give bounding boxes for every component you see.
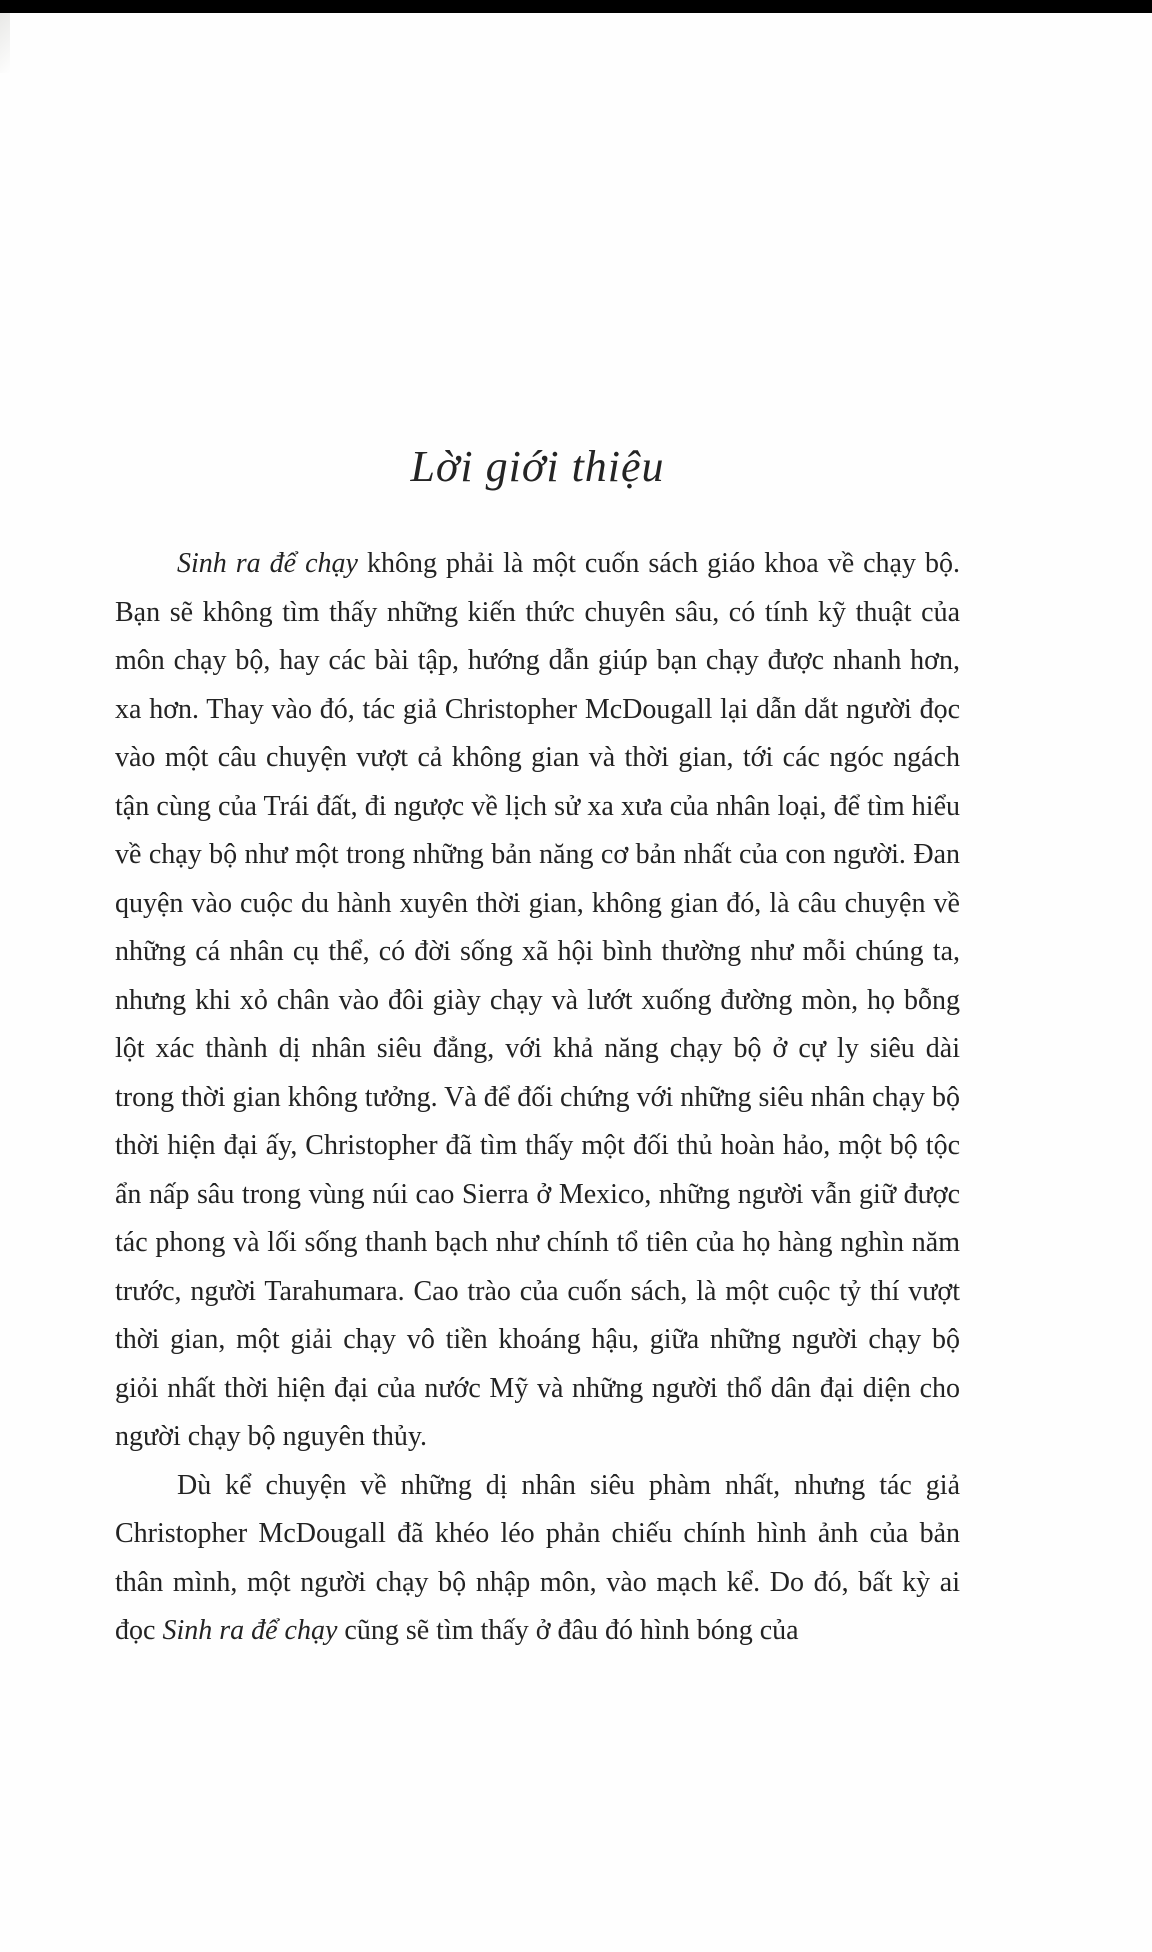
scan-artifact-top-bar (0, 0, 1152, 13)
body-text (115, 540, 960, 1656)
text-run: cũng sẽ tìm thấy ở đâu đó hình bóng của (337, 1615, 799, 1646)
scan-artifact-edge (0, 13, 10, 73)
italic-text-run: Sinh ra để chạy (162, 1615, 338, 1646)
page-title: Lời giới thiệu (410, 442, 665, 492)
text-run: không phải là một cuốn sách giáo khoa về chạy bộ. Bạn sẽ không tìm thấy những kiến thức chuyên sâu, có tính kỹ thuật của môn chạy bộ, hay các bài tập, hướng dẫn giúp bạn chạy được nhanh hơn, xa hơn. Thay vào đó, tác giả Christopher McDougall lại dẫn dắt người đọc vào một câu chuyện vượt cả không gian và thời gian, tới các ngóc ngách tận cùng của Trái đất, đi ngược về lịch sử xa xưa của nhân loại, để tìm hiểu về chạy bộ như một trong những bản năng cơ bản nhất của con người. Đan quyện vào cuộc du hành xuyên thời gian, không gian đó, là câu chuyện về những cá nhân cụ thể, có đời sống xã hội bình thường như mỗi chúng ta, nhưng khi xỏ chân vào đôi giày chạy và lướt xuống đường mòn, họ bỗng lột xác thành dị nhân siêu đẳng, với khả năng chạy bộ ở cự ly siêu dài trong thời gian không tưởng. Và để đối chứng với những siêu nhân chạy bộ thời hiện đại ấy, Christopher đã tìm thấy một đối thủ hoàn hảo, một bộ tộc ẩn nấp sâu trong vùng núi cao Sierra ở Mexico, những người vẫn giữ được tác phong và lối sống thanh bạch như chính tổ tiên của họ hàng nghìn năm trước, người Tarahumara. Cao trào của cuốn sách, là một cuộc tỷ thí vượt thời gian, một giải chạy vô tiền khoáng hậu, giữa những người chạy bộ giỏi nhất thời hiện đại của nước Mỹ và những người thổ dân đại diện cho người chạy bộ nguyên thủy. (115, 548, 960, 1452)
paragraph (115, 540, 960, 1462)
paragraph (115, 1462, 960, 1656)
text-run: Dù kể chuyện về những dị nhân siêu phàm nhất, nhưng tác giả Christopher McDougall đã khéo léo phản chiếu chính hình ảnh của bản thân mình, một người chạy bộ nhập môn, vào mạch kể. Do đó, bất kỳ ai đọc (115, 1469, 960, 1646)
italic-text-run: Sinh ra để chạy (177, 548, 358, 579)
